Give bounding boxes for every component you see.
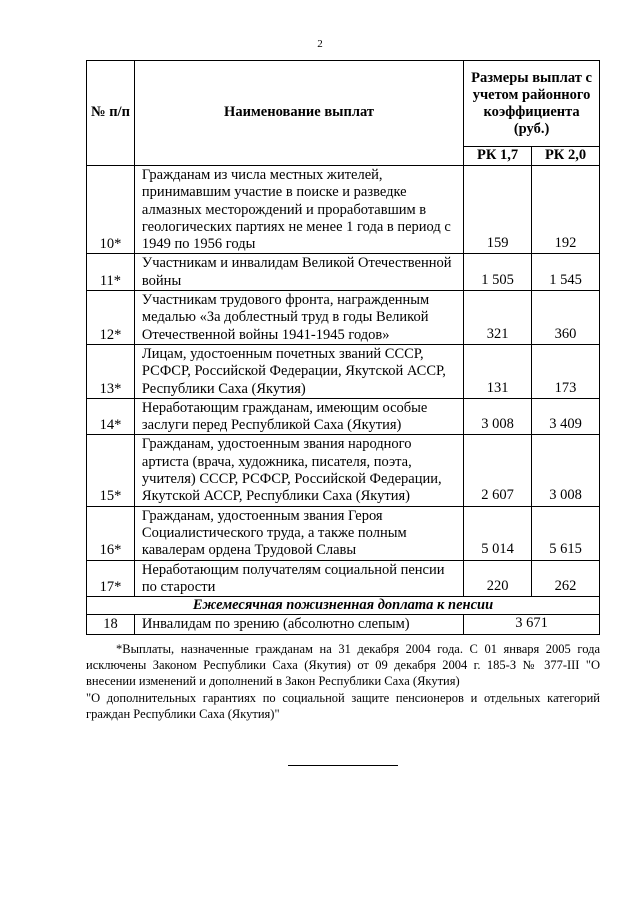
row-combined-value: 3 671 (464, 615, 600, 634)
row-rk2-value: 3 409 (532, 398, 600, 435)
row-rk2-value: 262 (532, 560, 600, 597)
row-number: 14* (87, 398, 135, 435)
row-rk2-value: 3 008 (532, 435, 600, 506)
row-number: 10* (87, 166, 135, 254)
footnote-line-1: *Выплаты, назначенные гражданам на 31 декабря 2004 года. С 01 января 2005 года исключены Законом Республики Саха (Якутия) от 09 декабря 2004 г. 185-З № 377-III "О внесении изменений и дополнений в Закон Республики Саха (Якутия) (86, 642, 600, 689)
table-row (87, 615, 600, 634)
table-row (87, 506, 600, 560)
page-number: 2 (317, 38, 323, 50)
row-rk1-value: 220 (464, 560, 532, 597)
table-row (87, 398, 600, 435)
row-number: 16* (87, 506, 135, 560)
row-number: 18 (87, 615, 135, 634)
row-number: 17* (87, 560, 135, 597)
row-rk2-value: 1 545 (532, 254, 600, 291)
row-rk1-value: 3 008 (464, 398, 532, 435)
row-name: Лицам, удостоенным почетных званий СССР, РСФСР, Российской Федерации, Якутской АССР, Республики Саха (Якутия) (134, 344, 463, 398)
table-row (87, 254, 600, 291)
row-name: Инвалидам по зрению (абсолютно слепым) (134, 615, 463, 634)
row-name: Гражданам, удостоенным звания Героя Социалистического труда, а также полным кавалерам ордена Трудовой Славы (134, 506, 463, 560)
table-row (87, 560, 600, 597)
footnote (86, 641, 600, 722)
section-title: Ежемесячная пожизненная доплата к пенсии (87, 597, 600, 615)
table-row (87, 344, 600, 398)
row-name: Участникам трудового фронта, награжденным медалью «За доблестный труд в годы Великой Отечественной войны 1941-1945 годов» (134, 291, 463, 345)
header-rk1: РК 1,7 (464, 147, 532, 166)
row-name: Гражданам, удостоенным звания народного артиста (врача, художника, писателя, поэта, учителя) СССР, РСФСР, Российской Федерации, Якутской АССР, Республики Саха (Якутия) (134, 435, 463, 506)
row-rk2-value: 192 (532, 166, 600, 254)
row-name: Неработающим получателям социальной пенсии по старости (134, 560, 463, 597)
row-number: 15* (87, 435, 135, 506)
row-rk1-value: 321 (464, 291, 532, 345)
row-name: Участникам и инвалидам Великой Отечественной войны (134, 254, 463, 291)
row-rk1-value: 131 (464, 344, 532, 398)
header-number: № п/п (87, 61, 135, 166)
row-rk1-value: 159 (464, 166, 532, 254)
row-rk2-value: 173 (532, 344, 600, 398)
payments-table (86, 60, 600, 635)
bottom-divider (288, 765, 398, 766)
header-name: Наименование выплат (134, 61, 463, 166)
section-row (87, 597, 600, 615)
row-rk1-value: 2 607 (464, 435, 532, 506)
table-row (87, 435, 600, 506)
header-rk2: РК 2,0 (532, 147, 600, 166)
row-rk1-value: 1 505 (464, 254, 532, 291)
row-number: 12* (87, 291, 135, 345)
table-row (87, 291, 600, 345)
row-name: Неработающим гражданам, имеющим особые заслуги перед Республикой Саха (Якутия) (134, 398, 463, 435)
row-rk2-value: 5 615 (532, 506, 600, 560)
row-rk2-value: 360 (532, 291, 600, 345)
row-number: 11* (87, 254, 135, 291)
footnote-line-2: "О дополнительных гарантиях по социальной защите пенсионеров и отдельных категорий граждан Республики Саха (Якутия)" (86, 690, 600, 721)
table-row (87, 166, 600, 254)
row-rk1-value: 5 014 (464, 506, 532, 560)
header-sizes: Размеры выплат с учетом районного коэффициента (руб.) (464, 61, 600, 147)
row-number: 13* (87, 344, 135, 398)
row-name: Гражданам из числа местных жителей, принимавшим участие в поиске и разведке алмазных месторождений и проработавшим в геологических партиях не менее 1 года в период с 1949 по 1956 годы (134, 166, 463, 254)
